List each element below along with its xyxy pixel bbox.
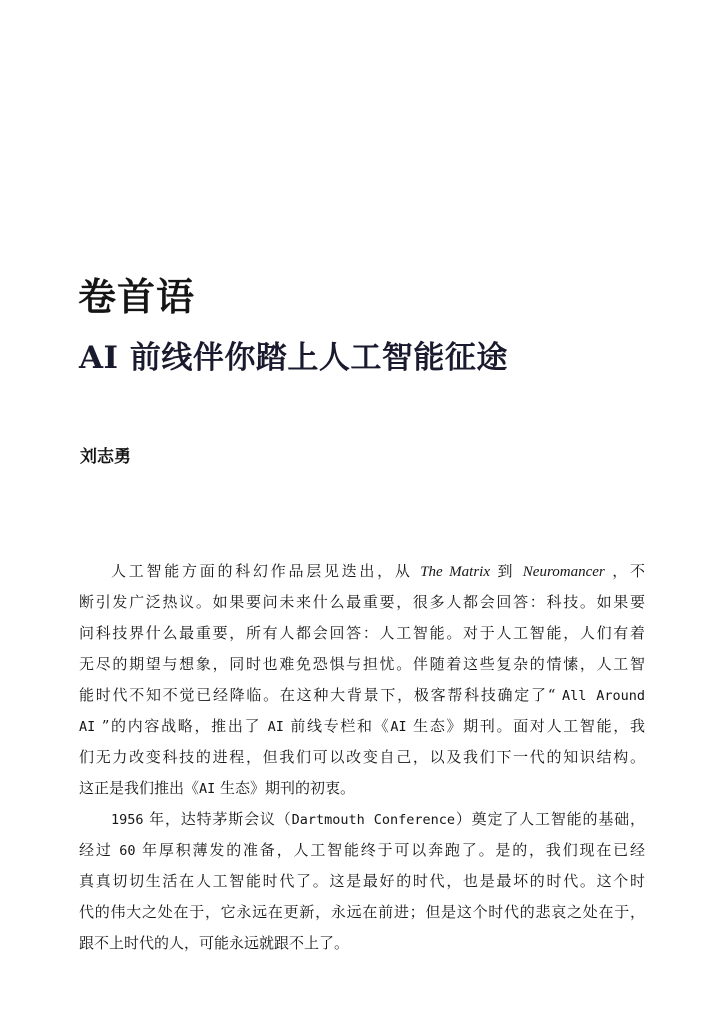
- body-line: 真真切切生活在人工智能时代了。这是最好的时代，也是最坏的时代。这个时: [79, 872, 645, 890]
- body-line: 人工智能方面的科幻作品层见迭出，从 The Matrix 到 Neuromancer ，不: [111, 562, 645, 580]
- article-body: [79, 556, 645, 959]
- section-title: 卷首语: [78, 275, 196, 319]
- body-line: 断引发广泛热议。如果要问未来什么最重要，很多人都会回答：科技。如果要: [79, 593, 645, 611]
- body-line: 们无力改变科技的进程，但我们可以改变自己，以及我们下一代的知识结构。: [79, 748, 645, 766]
- body-line: 1956 年，达特茅斯会议（Dartmouth Conference）奠定了人工智能的基础，: [111, 810, 645, 828]
- article-title: AI 前线伴你踏上人工智能征途: [79, 340, 508, 376]
- body-line: AI ”的内容战略，推出了 AI 前线专栏和《AI 生态》期刊。面对人工智能，我: [79, 717, 645, 735]
- body-line: 跟不上时代的人，可能永远就跟不上了。: [79, 934, 350, 952]
- author-name: 刘志勇: [80, 447, 131, 467]
- body-line: 能时代不知不觉已经降临。在这种大背景下，极客帮科技确定了“ All Around: [79, 686, 645, 704]
- body-line: 这正是我们推出《AI 生态》期刊的初衷。: [79, 779, 356, 797]
- body-line: 代的伟大之处在于，它永远在更新，永远在前进；但是这个时代的悲哀之处在于，: [79, 903, 645, 921]
- body-line: 问科技界什么最重要，所有人都会回答：人工智能。对于人工智能，人们有着: [79, 624, 645, 642]
- body-line: 经过 60 年厚积薄发的准备，人工智能终于可以奔跑了。是的，我们现在已经: [79, 841, 645, 859]
- body-line: 无尽的期望与想象，同时也难免恐惧与担忧。伴随着这些复杂的情愫，人工智: [79, 655, 645, 673]
